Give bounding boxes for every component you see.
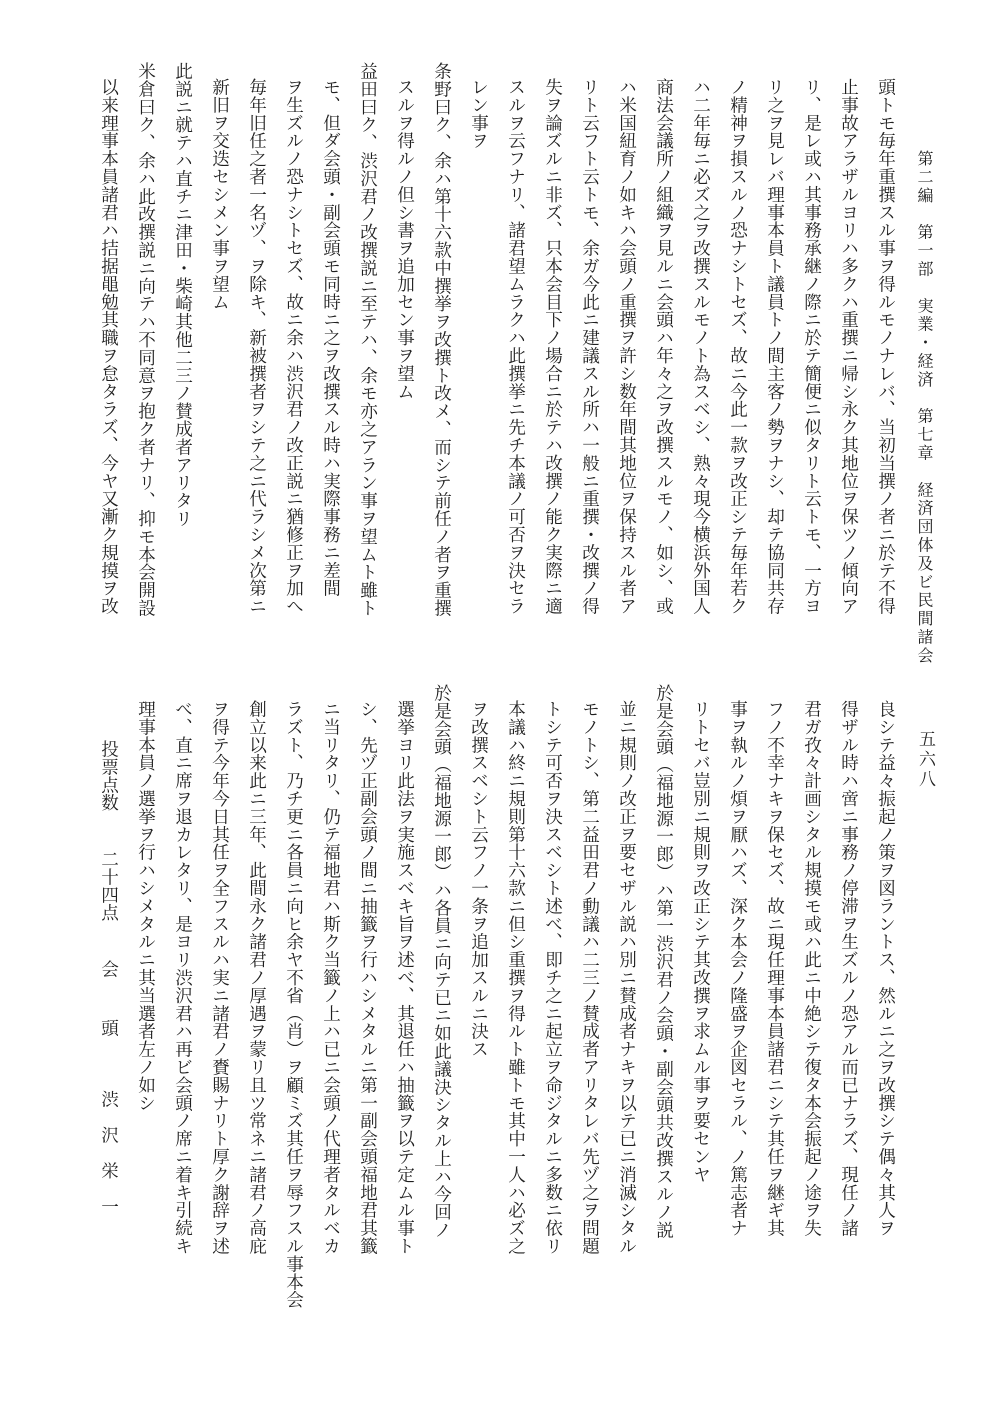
text-column: 於是会頭（福地源一郎）ハ各員ニ向テ已ニ如此議決シタル上ハ今回ノ [431, 684, 452, 1239]
text-column: シ、先ヅ正副会頭ノ間ニ抽籤ヲ行ハシメタルニ第一副会頭福地君其籤 [357, 700, 378, 1255]
text-column: 新旧ヲ交迭セシメン事ヲ望ム [209, 78, 230, 311]
text-column: べ、直ニ席ヲ退カレタリ、是ヨリ渋沢君ハ再ビ会頭ノ席ニ着キ引続キ [172, 700, 193, 1255]
text-column: ニ当リタリ、仍テ福地君ハ斯ク当籤ノ上ハ已ニ会頭ノ代理者タルベカ [320, 700, 341, 1255]
text-column: 並ニ規則ノ改正ヲ要セザル説ハ別ニ賛成者ナキヲ以テ已ニ消滅シタル [616, 700, 637, 1255]
text-column: ラズト、乃チ更ニ各員ニ向ヒ余ヤ不省（肖）ヲ顧ミズ其任ヲ辱フスル事本会 [283, 700, 304, 1309]
text-column: ヲ得テ今年今日其任ヲ全フスルハ実ニ諸君ノ賚賜ナリト厚ク謝辞ヲ述 [209, 700, 230, 1255]
text-column: 得ザル時ハ啻ニ事務ノ停滞ヲ生ズルノ恐アル而已ナラズ、現任ノ諸 [838, 700, 859, 1237]
vote-label: 投票点数 [98, 740, 119, 812]
text-column: 商法会議所ノ組織ヲ見ルニ会頭ハ年々之ヲ改撰スルモノ、如シ、或 [653, 78, 674, 615]
text-column: 創立以来此ニ三年、此間永ク諸君ノ厚遇ヲ蒙リ且ツ常ネニ諸君ノ高庇 [246, 700, 267, 1255]
text-column: リ之ヲ見レバ理事本員ト議員トノ間主客ノ勢ヲナシ、却テ協同共存 [764, 78, 785, 615]
text-column: ハ二年毎ニ必ズ之ヲ改撰スルモノト為スベシ、熟々現今横浜外国人 [690, 78, 711, 615]
text-column: ヲ生ズルノ恐ナシトセズ、故ニ余ハ渋沢君ノ改正説ニ猶修正ヲ加へ [283, 78, 304, 615]
text-column: 以来理事本員諸君ハ拮据黽勉其職ヲ怠タラズ、今ヤ又漸ク規摸ヲ改 [98, 78, 119, 615]
text-column: リト云フト云トモ、余ガ今此ニ建議スル所ハ一般ニ重撰・改撰ノ得 [579, 78, 600, 615]
text-column: スルヲ云フナリ、諸君望ムラクハ此撰挙ニ先チ本議ノ可否ヲ決セラ [505, 78, 526, 615]
text-column: レン事ヲ [468, 78, 489, 150]
page-number: 五六八 [915, 730, 935, 790]
text-column: モノトシ、第二益田君ノ動議ハ二三ノ賛成者アリタレバ先ヅ之ヲ問題 [579, 700, 600, 1255]
text-column: 良シテ益々振起ノ策ヲ図ラントス、然ルニ之ヲ改撰シテ偶々其人ヲ [875, 700, 896, 1237]
text-column: 止事故アラザルヨリハ多クハ重撰ニ帰シ永ク其地位ヲ保ツノ傾向ア [838, 78, 859, 615]
vote-points: 二十四点 [98, 850, 119, 922]
text-column: 本議ハ終ニ規則第十六款ニ但シ重撰ヲ得ルト雖トモ其中一人ハ必ズ之 [505, 700, 526, 1255]
text-column: 益田曰ク、渋沢君ノ改撰説ニ至テハ、余モ亦之アラン事ヲ望ムト雖ト [357, 62, 378, 617]
text-column: リ、是レ或ハ其事務承継ノ際ニ於テ簡便ニ似タリト云トモ、一方ヨ [801, 78, 822, 615]
text-column: スルヲ得ルノ但シ書ヲ追加セン事ヲ望ム [394, 78, 415, 401]
text-column: 米倉曰ク、余ハ此改撰説ニ向テハ不同意ヲ抱ク者ナリ、抑モ本会開設 [135, 62, 156, 617]
running-head: 第二編 第一部 実業・経済 第七章 経済団体及ビ民間諸会 [915, 150, 934, 666]
text-column: 於是会頭（福地源一郎）ハ第一渋沢君ノ会頭・副会頭共改撰スルノ説 [653, 684, 674, 1239]
text-column: ヲ改撰スベシト云フノ一条ヲ追加スルニ決ス [468, 700, 489, 1058]
text-column: リトセバ豈別ニ規則ヲ改正シテ其改撰ヲ求ムル事ヲ要センヤ [690, 700, 711, 1184]
text-column: ノ精神ヲ損スルノ恐ナシトセズ、故ニ今此一款ヲ改正シテ毎年若ク [727, 78, 748, 615]
text-column: 君ガ孜々計画シタル規摸モ或ハ此ニ中絶シテ復タ本会振起ノ途ヲ失 [801, 700, 822, 1237]
text-column: 毎年旧任之者一名ヅ、ヲ除キ、新被撰者ヲシテ之ニ代ラシメ次第ニ [246, 78, 267, 615]
text-column: モ、但ダ会頭・副会頭モ同時ニ之ヲ改撰スル時ハ実際事務ニ差間 [320, 78, 341, 598]
vote-name: 渋 沢 栄 一 [98, 1090, 119, 1216]
text-column: 此説ニ就テハ直チニ津田・柴崎其他二三ノ賛成者アリタリ [172, 62, 193, 528]
text-column: 理事本員ノ選挙ヲ行ハシメタルニ其当選者左ノ如シ [135, 700, 156, 1112]
text-column: 事ヲ執ルノ煩ヲ厭ハズ、深ク本会ノ隆盛ヲ企図セラル、ノ篤志者ナ [727, 700, 748, 1237]
text-column: ハ米国紐育ノ如キハ会頭ノ重撰ヲ許シ数年間其地位ヲ保持スル者ア [616, 78, 637, 615]
text-column: 選挙ヨリ此法ヲ実施スベキ旨ヲ述べ、其退任ハ抽籤ヲ以テ定ムル事ト [394, 700, 415, 1255]
text-column: 条野曰ク、余ハ第十六款中撰挙ヲ改撰ト改メ、而シテ前任ノ者ヲ重撰 [431, 62, 452, 617]
text-column: 失ヲ論ズルニ非ズ、只本会目下ノ場合ニ於テハ改撰ノ能ク実際ニ適 [542, 78, 563, 615]
text-column: 頭トモ毎年重撰スル事ヲ得ルモノナレバ、当初当撰ノ者ニ於テ不得 [875, 78, 896, 615]
vote-role: 会 頭 [98, 960, 119, 1049]
text-column: フノ不幸ナキヲ保セズ、故ニ現任理事本員諸君ニシテ其任ヲ継ギ其 [764, 700, 785, 1237]
text-column: トシテ可否ヲ決スベシト述べ、即チ之ニ起立ヲ命ジタルニ多数ニ依リ [542, 700, 563, 1255]
